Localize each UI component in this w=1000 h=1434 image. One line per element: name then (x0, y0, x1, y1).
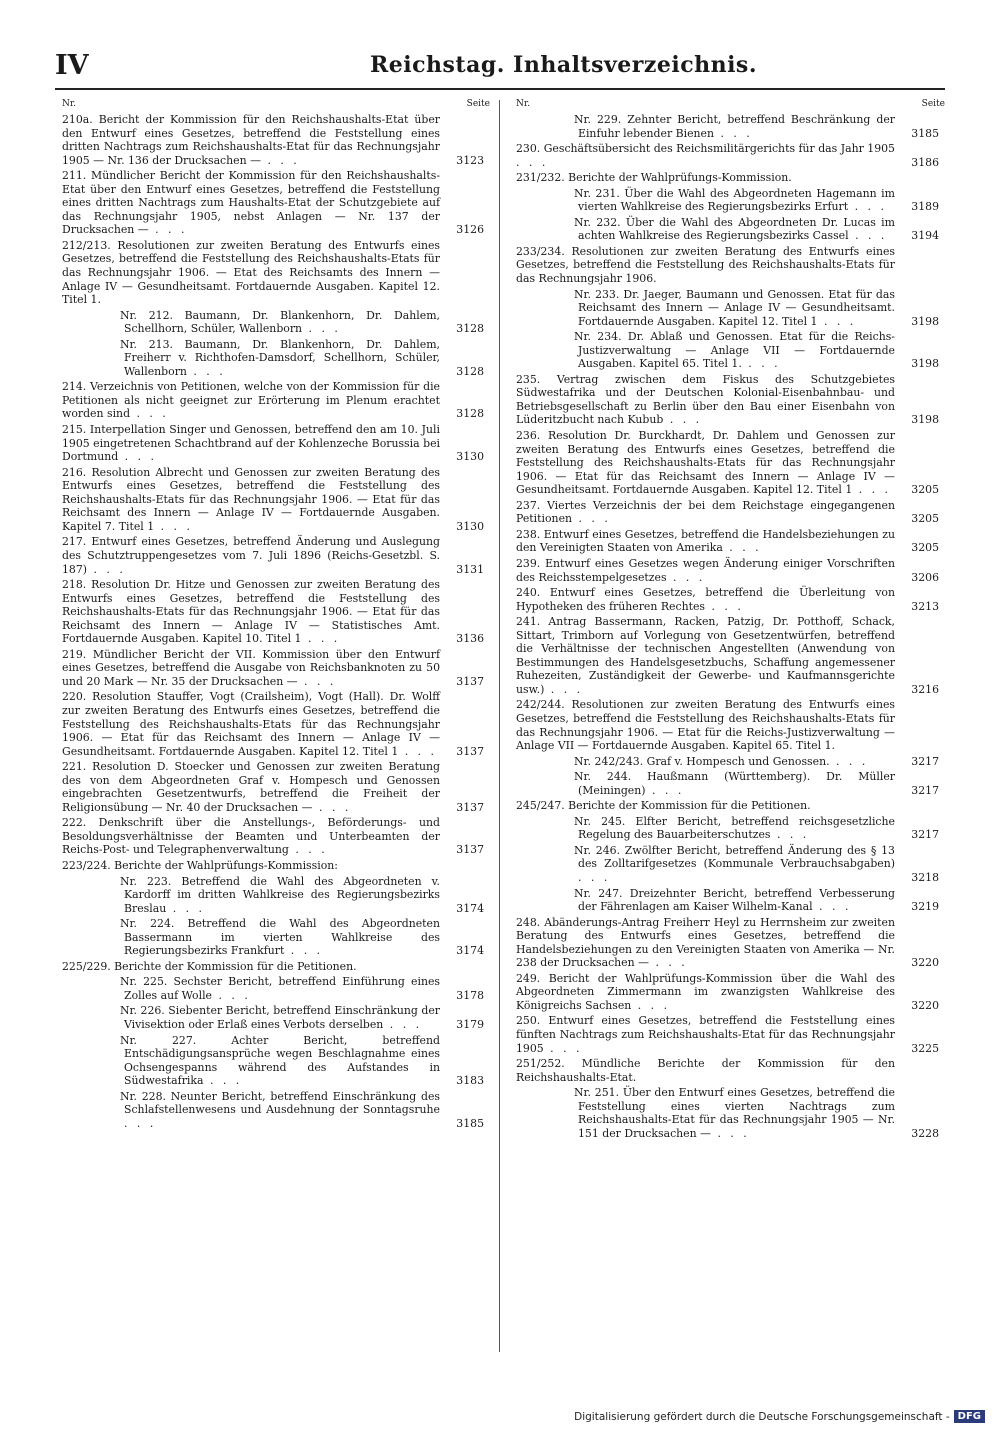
toc-entry (512, 245, 945, 286)
page-ref: 3185 (456, 1116, 484, 1130)
leader-dots: . . . (631, 998, 671, 1012)
entry-text: 214. Verzeichnis von Petitionen, welche von der Kommission für die Petitionen als nicht geeignet zur Erörterung im Plenum erachtet worden sind (62, 380, 440, 421)
toc-sub-entry (512, 187, 945, 214)
column-divider (499, 100, 500, 1352)
entry-text: 222. Denkschrift über die Anstellungs-, Beförderungs- und Besoldungsverhältnisse der Beamten und Unterbeamten der Reichs-Post- und Telegraphenverwaltung (62, 816, 440, 857)
entry-text: Nr. 231. Über die Wahl des Abgeordneten Hagemann im vierten Wahlkreise des Regierungsbezirks Erfurt (574, 186, 895, 214)
page-ref: 3219 (911, 900, 939, 914)
page-ref: 3128 (456, 407, 484, 421)
leader-dots: . . . (770, 828, 810, 842)
leader-dots: . . . (284, 944, 324, 958)
page-ref: 3186 (911, 155, 939, 169)
page-ref: 3205 (911, 541, 939, 555)
toc-entry (512, 429, 945, 497)
page-number: IV (55, 50, 89, 81)
toc-sub-entry (512, 1086, 945, 1140)
toc-entry (58, 380, 490, 421)
page-ref: 3185 (911, 126, 939, 140)
toc-sub-entry (512, 844, 945, 885)
page-ref: 3137 (456, 674, 484, 688)
entry-text: Nr. 228. Neunter Bericht, betreffend Einschränkung des Schlafstellenwesens und Ausdehnung der Sonntagsruhe (120, 1089, 440, 1117)
toc-entry (58, 960, 490, 974)
leader-dots: . . . (572, 512, 611, 526)
entry-text: Nr. 233. Dr. Jaeger, Baumann und Genossen. Etat für das Reichsamt des Innern — Anlage IV — Gesundheitsamt. Fortdauernde Ausgaben. Kapitel 12. Titel 1 (574, 287, 895, 328)
toc-entry (512, 557, 945, 584)
entry-text: 218. Resolution Dr. Hitze und Genossen zur zweiten Beratung des Entwurfs eines Gesetzes, betreffend die Feststellung des Reichshaushalts-Etats für das Rechnungsjahr 1906. — Etat für das Reichsamt des Innern — Anlage IV — Statistisches Amt. Fortdauernde Ausgaben. Kapitel 10. Titel 1 (62, 578, 440, 646)
toc-entry (58, 816, 490, 857)
leader-dots: . . . (124, 1116, 157, 1130)
page-ref: 3198 (911, 314, 939, 328)
entry-text: Nr. 244. Haußmann (Württemberg). Dr. Müller (Meiningen) (574, 770, 895, 797)
page-ref: 3213 (911, 599, 939, 613)
leader-dots: . . . (212, 988, 251, 1002)
page-ref: 3218 (911, 870, 939, 884)
entry-text: Nr. 247. Dreizehnter Bericht, betreffend Verbesserung der Fährenlagen am Kaiser Wilhelm-Kanal (574, 886, 895, 914)
page-ref: 3126 (456, 223, 484, 237)
entry-text: 241. Antrag Bassermann, Racken, Patzig, Dr. Potthoff, Schack, Sittart, Trimborn auf Vorlegung von Gesetzentwürfen, betreffend die Verhältnisse der technischen Angestellten (Anwendung von Bestimmungen des Handelsgesetzbuchs, Schaffung angemessener Ruhezeiten, Zuständigkeit der Gewerbe- und Kaufmannsgerichte usw.) (516, 615, 895, 696)
left-entry-list (58, 113, 490, 1130)
toc-entry (58, 466, 490, 534)
entry-text: 249. Bericht der Wahlprüfungs-Kommission über die Wahl des Abgeordneten Zimmermann im zwanzigsten Wahlkreise des Königreichs Sachsen (516, 971, 895, 1012)
entry-text: 231/232. Berichte der Wahlprüfungs-Kommission. (516, 171, 792, 185)
toc-sub-entry (512, 755, 945, 769)
right-column-header (512, 98, 945, 111)
page-ref: 3136 (456, 632, 484, 646)
page-ref: 3179 (456, 1018, 484, 1031)
entry-text: Nr. 246. Zwölfter Bericht, betreffend Änderung des § 13 des Zolltarifgesetzes (Kommunale Verbrauchsabgaben) (574, 843, 895, 871)
page-ref: 3198 (911, 357, 939, 371)
nr-heading: Nr. (516, 99, 531, 109)
entry-text: 237. Viertes Verzeichnis der bei dem Reichstage eingegangenen Petitionen (516, 498, 895, 526)
leader-dots: . . . (154, 519, 193, 533)
right-entry-list (512, 113, 945, 1140)
toc-sub-entry (58, 1004, 490, 1031)
toc-sub-entry (512, 887, 945, 914)
toc-entry (512, 799, 945, 813)
entry-text: 215. Interpellation Singer und Genossen, betreffend den am 10. Juli 1905 eingetretenen Schachtbrand auf der Kohlenzeche Borussia bei Dortmund (62, 423, 440, 464)
leader-dots: . . . (741, 357, 781, 371)
toc-entry (58, 690, 490, 758)
page-ref: 3217 (911, 754, 939, 768)
page-ref: 3174 (456, 901, 484, 915)
entry-text: Nr. 242/243. Graf v. Hompesch und Genossen. (574, 754, 830, 768)
leader-dots: . . . (260, 153, 300, 167)
entry-text: 238. Entwurf eines Gesetzes, betreffend die Handelsbeziehungen zu den Vereinigten Staaten von Amerika (516, 527, 895, 555)
leader-dots: . . . (722, 541, 762, 555)
toc-entry (58, 169, 490, 237)
leader-dots: . . . (705, 599, 744, 613)
toc-entry (512, 916, 945, 970)
entry-text: Nr. 224. Betreffend die Wahl des Abgeordneten Bassermann im vierten Wahlkreise des Regierungsbezirks Frankfurt (120, 917, 440, 958)
entry-text: 220. Resolution Stauffer, Vogt (Crailsheim), Vogt (Hall). Dr. Wolff zur zweiten Beratung des Entwurfs eines Gesetzes, betreffend die Feststellung des Reichshaushalts-Etats für das Rechnungsjahr 1906. — Etat für das Reichsamt des Innern — Anlage IV — Gesundheitsamt. Fortdauernde Ausgaben. Kapitel 12. Titel 1 (62, 690, 440, 758)
toc-sub-entry (58, 875, 490, 916)
page-ref: 3205 (911, 512, 939, 526)
toc-entry (58, 760, 490, 814)
entry-text: Nr. 226. Siebenter Bericht, betreffend Einschränkung der Vivisektion oder Erlaß eines Verbots derselben (120, 1004, 440, 1031)
entry-text: 236. Resolution Dr. Burckhardt, Dr. Dahlem und Genossen zur zweiten Beratung des Entwurfs eines Gesetzes, betreffend die Feststellung des Reichshaushalts-Etats für das Rechnungsjahr 1906. — Etat für das Reichsamt des Innern — Anlage IV — Gesundheitsamt. Fortdauernde Ausgaben. Kapitel 12. Titel 1 (516, 429, 895, 497)
leader-dots: . . . (829, 754, 869, 768)
toc-entry (512, 1014, 945, 1055)
entry-text: 235. Vertrag zwischen dem Fiskus des Schutzgebietes Südwestafrika und der Deutschen Kolonial-Eisenbahnbau- und Betriebsgesellschaft zu Berlin über den Bau einer Eisenbahn von Lüderitzbucht nach Kubub (516, 372, 895, 427)
toc-sub-entry (58, 338, 490, 379)
nr-heading: Nr. (62, 99, 77, 109)
leader-dots: . . . (544, 682, 584, 696)
leader-dots: . . . (166, 901, 206, 915)
toc-entry (58, 578, 490, 646)
entry-text: 248. Abänderungs-Antrag Freiherr Heyl zu Herrnsheim zur zweiten Beratung des Entwurfs eines Gesetzes, betreffend die Handelsbeziehungen zu den Vereinigten Staaten von Amerika — Nr. 238 der Drucksachen — (516, 915, 895, 970)
page-ref: 3206 (911, 570, 939, 584)
entry-text: Nr. 227. Achter Bericht, betreffend Entschädigungsansprüche wegen Beschlagnahme eines Ochsengespanns während des Aufstandes in Südwestafrika (120, 1033, 440, 1088)
page-ref: 3225 (911, 1041, 939, 1055)
leader-dots: . . . (297, 674, 337, 688)
leader-dots: . . . (817, 314, 857, 328)
entry-text: 233/234. Resolutionen zur zweiten Beratung des Entwurfs eines Gesetzes, betreffend die Feststellung des Reichshaushalts-Etats für das Rechnungsjahr 1906. (516, 244, 895, 286)
toc-sub-entry (512, 113, 945, 140)
leader-dots: . . . (312, 800, 352, 814)
toc-entry (512, 586, 945, 613)
toc-entry (512, 615, 945, 696)
page-ref: 3178 (456, 988, 484, 1002)
entry-text: Nr. 229. Zehnter Bericht, betreffend Beschränkung der Einfuhr lebender Bienen (574, 113, 895, 140)
page-ref: 3130 (456, 519, 484, 533)
toc-entry (58, 113, 490, 167)
toc-sub-entry (58, 1090, 490, 1131)
toc-sub-entry (58, 917, 490, 958)
entry-text: Nr. 245. Elfter Bericht, betreffend reichsgesetzliche Regelung des Bauarbeiterschutzes (574, 814, 895, 842)
leader-dots: . . . (578, 870, 611, 884)
toc-sub-entry (58, 975, 490, 1002)
entry-text: 212/213. Resolutionen zur zweiten Beratung des Entwurfs eines Gesetzes, betreffend die Feststellung des Reichshaushalts-Etats für das Rechnungsjahr 1906. — Etat des Reichsamts des Innern — Anlage IV — Gesundheitsamt. Fortdauernde Ausgaben. Kapitel 12. Titel 1. (62, 238, 440, 307)
seite-heading: Seite (921, 99, 945, 109)
leader-dots: . . . (302, 322, 341, 336)
page-ref: 3217 (911, 828, 939, 842)
page-ref: 3131 (456, 562, 484, 576)
page-ref: 3128 (456, 364, 484, 378)
toc-sub-entry (512, 815, 945, 842)
entry-text: 250. Entwurf eines Gesetzes, betreffend die Feststellung eines fünften Nachtrags zum Reichshaushalts-Etat für das Rechnungsjahr 1905 (516, 1014, 895, 1055)
entry-text: Nr. 251. Über den Entwurf eines Gesetzes, betreffend die Feststellung eines vierten Nachtrags zum Reichshaushalts-Etat für das Rechnungsjahr 1905 — Nr. 151 der Drucksachen — (574, 1086, 895, 1140)
page-ref: 3228 (911, 1126, 939, 1140)
entry-text: 210a. Bericht der Kommission für den Reichshaushalts-Etat über den Entwurf eines Gesetzes, betreffend die Feststellung eines dritten Nachtrags zum Reichshaushalts-Etat für das Rechnungsjahr 1905 — Nr. 136 der Drucksachen — (62, 113, 440, 167)
footer-text: Digitalisierung gefördert durch die Deutsche Forschungsgemeinschaft - (574, 1410, 950, 1423)
entry-text: 225/229. Berichte der Kommission für die Petitionen. (62, 959, 357, 973)
toc-entry (58, 648, 490, 689)
leader-dots: . . . (398, 744, 438, 758)
entry-text: 230. Geschäftsübersicht des Reichsmilitärgerichts für das Jahr 1905 (516, 142, 895, 156)
leader-dots: . . . (714, 126, 753, 140)
left-column (58, 98, 490, 1132)
toc-sub-entry (512, 330, 945, 371)
title-rule (55, 88, 945, 90)
entry-text: 239. Entwurf eines Gesetzes wegen Änderung einiger Vorschriften des Reichsstempelgesetzes (516, 556, 895, 584)
page-ref: 3216 (911, 682, 939, 696)
leader-dots: . . . (118, 450, 157, 464)
page-ref: 3198 (911, 413, 939, 427)
toc-sub-entry (512, 216, 945, 243)
leader-dots: . . . (649, 956, 688, 970)
leader-dots: . . . (848, 229, 888, 243)
seite-heading: Seite (466, 99, 490, 109)
entry-text: 223/224. Berichte der Wahlprüfungs-Kommission: (62, 858, 338, 872)
page-ref: 3220 (911, 998, 939, 1012)
page-title: Reichstag. Inhaltsverzeichnis. (370, 52, 757, 78)
left-column-header (58, 98, 490, 111)
leader-dots: . . . (186, 364, 226, 378)
page-ref: 3220 (911, 956, 939, 970)
leader-dots: . . . (711, 1126, 750, 1140)
page-ref: 3130 (456, 450, 484, 464)
page-ref: 3183 (456, 1074, 484, 1088)
leader-dots: . . . (130, 407, 169, 421)
entry-text: Nr. 213. Baumann, Dr. Blankenhorn, Dr. Dahlem, Freiherr v. Richthofen-Damsdorf, Schellhorn, Schüler, Wallenborn (120, 337, 440, 378)
entry-text: 219. Mündlicher Bericht der VII. Kommission über den Entwurf eines Gesetzes, betreffend die Ausgabe von Reichsbanknoten zu 50 und 20 Mark — Nr. 35 der Drucksachen — (62, 647, 440, 688)
toc-entry (512, 1057, 945, 1084)
entry-text: 216. Resolution Albrecht und Genossen zur zweiten Beratung des Entwurfs eines Gesetzes, betreffend die Feststellung des Reichshaushalts-Etats für das Rechnungsjahr 1906. — Etat für das Reichsamt des Innern — Anlage IV — Fortdauernde Ausgaben. Kapitel 7. Titel 1 (62, 465, 440, 533)
entry-text: 242/244. Resolutionen zur zweiten Beratung des Entwurfs eines Gesetzes, betreffend die Feststellung des Reichshaushalts-Etats für das Rechnungsjahr 1906. — Etat für die Reichs-Justizverwaltung — Anlage VII — Fortdauernde Ausgaben. Kapitel 65. Titel 1. (516, 698, 895, 753)
leader-dots: . . . (645, 783, 685, 797)
entry-text: 245/247. Berichte der Kommission für die Petitionen. (516, 799, 811, 813)
footer (574, 1410, 985, 1423)
leader-dots: . . . (666, 570, 706, 584)
toc-entry (512, 528, 945, 555)
leader-dots: . . . (87, 562, 126, 576)
page-ref: 3205 (911, 483, 939, 497)
leader-dots: . . . (203, 1074, 243, 1088)
right-column (512, 98, 945, 1142)
entry-text: 240. Entwurf eines Gesetzes, betreffend die Überleitung von Hypotheken des früheren Rechtes (516, 586, 895, 613)
leader-dots: . . . (516, 155, 549, 169)
toc-sub-entry (512, 770, 945, 797)
toc-entry (512, 698, 945, 752)
entry-text: 251/252. Mündliche Berichte der Kommission für den Reichshaushalts-Etat. (516, 1057, 895, 1084)
page-ref: 3137 (456, 744, 484, 758)
leader-dots: . . . (812, 900, 852, 914)
leader-dots: . . . (148, 223, 188, 237)
leader-dots: . . . (852, 483, 892, 497)
toc-entry (58, 239, 490, 307)
toc-entry (512, 499, 945, 526)
entry-text: Nr. 212. Baumann, Dr. Blankenhorn, Dr. Dahlem, Schellhorn, Schüler, Wallenborn (120, 308, 440, 336)
toc-entry (512, 972, 945, 1013)
entry-text: Nr. 234. Dr. Ablaß und Genossen. Etat für die Reichs-Justizverwaltung — Anlage VII — Fortdauernde Ausgaben. Kapitel 65. Titel 1. (574, 330, 895, 371)
page-ref: 3128 (456, 322, 484, 336)
toc-entry (58, 535, 490, 576)
page-ref: 3137 (456, 800, 484, 814)
page-ref: 3174 (456, 944, 484, 958)
dfg-logo: DFG (954, 1410, 985, 1423)
toc-entry (58, 859, 490, 873)
entry-text: 217. Entwurf eines Gesetzes, betreffend Änderung und Auslegung des Schutztruppengesetzes vom 7. Juli 1896 (Reichs-Gesetzbl. S. 187) (62, 535, 440, 576)
entry-text: Nr. 225. Sechster Bericht, betreffend Einführung eines Zolles auf Wolle (120, 975, 440, 1002)
toc-entry (512, 373, 945, 427)
toc-entry (512, 171, 945, 185)
toc-sub-entry (512, 288, 945, 329)
entry-text: 221. Resolution D. Stoecker und Genossen zur zweiten Beratung des von dem Abgeordneten Graf v. Hompesch und Genossen eingebrachten Gesetzentwurfs, betreffend die Freiheit der Religionsübung — Nr. 40 der Drucksachen — (62, 760, 440, 814)
leader-dots: . . . (288, 843, 328, 857)
leader-dots: . . . (383, 1018, 423, 1031)
toc-entry (512, 142, 945, 169)
page-ref: 3137 (456, 843, 484, 857)
page-ref: 3123 (456, 153, 484, 167)
leader-dots: . . . (663, 413, 703, 427)
entry-text: Nr. 232. Über die Wahl des Abgeordneten Dr. Lucas im achten Wahlkreise des Regierungsbezirks Cassel (574, 215, 895, 243)
toc-sub-entry (58, 1034, 490, 1088)
toc-entry (58, 423, 490, 464)
entry-text: Nr. 223. Betreffend die Wahl des Abgeordneten v. Kardorff im dritten Wahlkreise des Regierungsbezirks Breslau (120, 874, 440, 915)
leader-dots: . . . (543, 1041, 583, 1055)
page-ref: 3194 (911, 229, 939, 243)
page-ref: 3189 (911, 200, 939, 214)
toc-sub-entry (58, 309, 490, 336)
leader-dots: . . . (301, 632, 341, 646)
page-ref: 3217 (911, 783, 939, 797)
leader-dots: . . . (848, 200, 887, 214)
entry-text: 211. Mündlicher Bericht der Kommission für den Reichshaushalts-Etat über den Entwurf eines Gesetzes, betreffend die Feststellung eines dritten Nachtrags zum Haushalts-Etat der Schutzgebiete auf das Rechnungsjahr 1905, nebst Anlagen — Nr. 137 der Drucksachen — (62, 169, 440, 237)
